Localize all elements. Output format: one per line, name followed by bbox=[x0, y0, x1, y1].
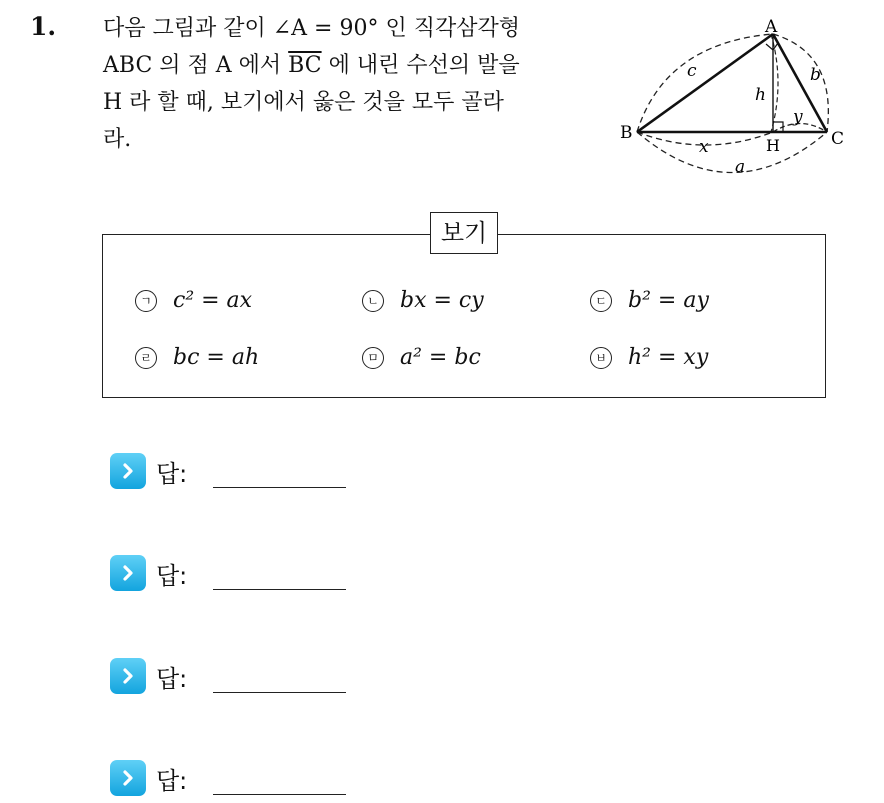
question-line-3: H 라 할 때, 보기에서 옳은 것을 모두 골라 bbox=[103, 90, 504, 115]
question-text bbox=[103, 10, 593, 158]
side-ab bbox=[637, 34, 773, 132]
label-a-side: a bbox=[735, 157, 746, 177]
chevron-right-icon bbox=[110, 453, 146, 489]
question-line-2-post: 에 내린 수선의 발을 bbox=[321, 53, 520, 78]
option-2 bbox=[362, 288, 484, 313]
option-4 bbox=[135, 345, 259, 370]
bogi-title: 보기 bbox=[430, 212, 498, 254]
answer-label: 답: bbox=[156, 664, 188, 693]
answer-row-1 bbox=[110, 453, 187, 489]
option-formula: a² = bc bbox=[400, 345, 481, 370]
option-formula: bx = cy bbox=[400, 288, 484, 313]
arc-a bbox=[637, 132, 827, 173]
option-3 bbox=[590, 288, 709, 313]
answer-label: 답: bbox=[156, 459, 188, 488]
label-c-side: c bbox=[687, 61, 697, 81]
label-h-vertex: H bbox=[766, 136, 780, 155]
option-1 bbox=[135, 288, 252, 313]
option-formula: b² = ay bbox=[628, 288, 709, 313]
question-line-4: 라. bbox=[103, 127, 132, 152]
label-y-side: y bbox=[793, 107, 803, 127]
triangle-figure bbox=[615, 18, 855, 183]
answer-label: 답: bbox=[156, 561, 188, 590]
option-formula: h² = xy bbox=[628, 345, 709, 370]
option-formula: bc = ah bbox=[173, 345, 260, 370]
answer-label: 답: bbox=[156, 766, 188, 795]
option-marker: ㄴ bbox=[362, 290, 384, 312]
label-x-side: x bbox=[699, 137, 709, 157]
question-line-2-pre: ABC 의 점 A 에서 bbox=[103, 53, 289, 78]
label-b-vertex: B bbox=[620, 123, 633, 143]
label-h-side: h bbox=[755, 85, 766, 105]
chevron-right-icon bbox=[110, 658, 146, 694]
option-marker: ㄱ bbox=[135, 290, 157, 312]
answer-row-3 bbox=[110, 658, 187, 694]
right-angle-a bbox=[766, 43, 778, 50]
option-formula: c² = ax bbox=[173, 288, 253, 313]
label-c-vertex: C bbox=[831, 129, 845, 149]
question-number: 1. bbox=[30, 12, 57, 41]
option-marker: ㅂ bbox=[590, 347, 612, 369]
option-marker: ㄹ bbox=[135, 347, 157, 369]
chevron-right-icon bbox=[110, 555, 146, 591]
option-5 bbox=[362, 345, 481, 370]
option-marker: ㄷ bbox=[590, 290, 612, 312]
label-b-side: b bbox=[810, 65, 821, 85]
answer-blank[interactable] bbox=[213, 589, 346, 590]
option-6 bbox=[590, 345, 708, 370]
question-line-2 bbox=[103, 47, 593, 84]
answer-blank[interactable] bbox=[213, 487, 346, 488]
answer-row-4 bbox=[110, 760, 187, 796]
chevron-right-icon bbox=[110, 760, 146, 796]
answer-blank[interactable] bbox=[213, 794, 346, 795]
segment-bc: $\overline{BC}$ bbox=[288, 53, 322, 78]
answer-row-2 bbox=[110, 555, 187, 591]
question-line-1: 다음 그림과 같이 ∠A = 90° 인 직각삼각형 bbox=[103, 16, 520, 41]
bogi-box bbox=[102, 234, 826, 398]
answer-blank[interactable] bbox=[213, 692, 346, 693]
label-a-vertex: A bbox=[765, 18, 778, 37]
option-marker: ㅁ bbox=[362, 347, 384, 369]
